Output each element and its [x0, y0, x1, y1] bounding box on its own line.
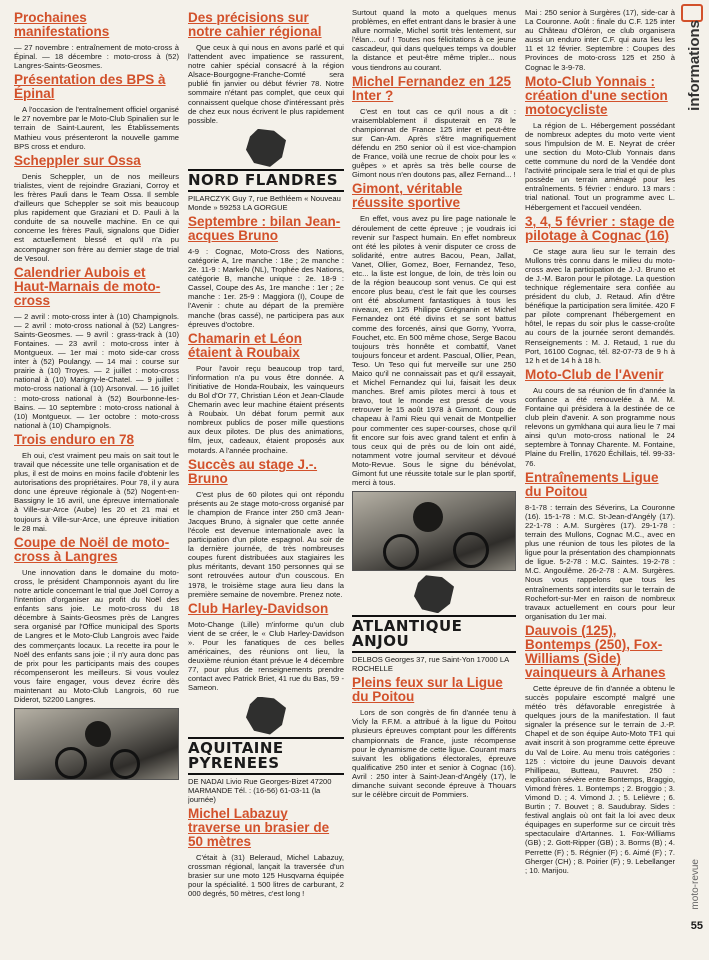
region-map-icon	[414, 575, 454, 613]
headline: Chamarin et Léon étaient à Roubaix	[188, 330, 303, 360]
article-body: Pour l'avoir reçu beaucoup trop tard, l'information n'a pu vous être donnée. A l'initiative de Honda-Roubaix, les vainqueurs du Bol d'Or 77, Christian Léon et Jean-Claude Chemarin avec leur machine étaient présents à Roubaix. Un débat forum permit aux nombreux publics de poser mille questions aux deux pilotes. De plus des animations, film, jeux, cadeaux, étaient proposés aux motards. A l'année prochaine.	[188, 363, 344, 455]
article-body: Au cours de sa réunion de fin d'année la confiance a été renouvelée à M. M. Fontaine qui présidera à la destinée de ce club plein d'avenir. A son programme nous relevons un gymkhana qui aura lieu le 7 mai ainsi qu'un moto-cross national le 24 septembre à Tonnay Charente. M. Fontaine, Plaine du Frellin, 17620 Échillais, tél. 99-33-76.	[525, 385, 675, 468]
article-body: Une innovation dans le domaine du moto-cross, le président Champonnois ayant du lire notre article concernant le trial que Joël Corroy a l'intention d'organiser au profit du Noël des enfants sans joie. Le moto-cross du 18 décembre à Saints-Geosmes près de Langres sera organisé par l'Office municipal des Sports de Langres et le Moto-Club Langrois avec l'aide des commerçants locaux. La recette ira pour le Noël des enfants sans joie ; il n'y aura donc pas de prix pour les participants mais des coupes récompenseront les meilleurs. Si vous voulez vous faire engager, vous devez écrire dès maintenant au Moto-Club Langrois, 60 rue Diderot, 52200 Langres.	[14, 567, 179, 705]
article-body: Que ceux à qui nous en avons parlé et qui l'attendent avec impatience se rassurent, notre cahier spécial consacré à la région Alsace-Bourgogne-Franche-Comté sera publié fin janvier ou début février 78. Notre sommaire n'étant pas complet, que ceux qui connaissent quelque chose d'intéressant près de chez eux nous écrivent le plus rapidement possible.	[188, 43, 344, 125]
article-body: Moto-Change (Lille) m'informe qu'un club vient de se créer, le « Club Harley-Davidson ». Pour les fanatiques de ces belles américaines, des réunions ont lieu, la deuxième réunion étant prévue le 4 décembre 77, pour plus de renseignements prendre contact avec Patrick Briet, 41 rue du Bas, 59 - Sameon.	[188, 619, 344, 693]
article-body: C'était à (31) Beleraud, Michel Labazuy, crossman régional, lançait la traversée d'un brasier sur une moto 125 Husqvarna équipée pour la spécialité. 1 500 litres de carburant, 2 000 degrés, 50 mètres, c'est long !	[188, 852, 344, 898]
headline: 3, 4, 5 février : stage de pilotage à Cognac (16)	[525, 213, 675, 243]
headline: Coupe de Noël de moto-cross à Langres	[14, 534, 170, 564]
article-body: C'est en tout cas ce qu'il nous a dit : vraisemblablement il disputerait en 78 le championnat de France 125 inter et peut-être sur Can-Am. Après s'être magnifiquement défendu en 250 senior où il est vice-champion de France, voilà une recrue de choix pour les « guêpes » et après sa très belle course de Gimont nous n'en doutons pas, allez Fernand... !	[352, 106, 516, 180]
headline: Moto-Club Yonnais : création d'une section motocycliste	[525, 73, 668, 117]
headline: Pleins feux sur la Ligue du Poitou	[352, 675, 503, 705]
headline: Michel Fernandez en 125 Inter ?	[352, 73, 512, 103]
article-body: En effet, vous avez pu lire page nationale le déroulement de cette épreuve ; je voudrais ici revenir sur l'aspect humain. En effet nombreux ont été les pilotes à venir disputer ce cross de solidarité, entre autres Bacou, Pean, Jallat, Vanet, Ollier, Gomez, Boer, Fernandez, Teso, etc... la liste est longue, de loin, de très loin ou de la région beaucoup sont venus. Ce qui est encore plus beau, c'est le fait que les courses ont été absolument fantastiques à tous les niveaux, en 125 Philippe Grégnanin et Michel Fernandez ont été divins et se sont battus comme des forcenés, ainsi que Gorny, Yvorra, Fouchet, etc. En 500 même chose, Serge Bacou toujours très honnête et combattif, Vanet toujours fonceur et ardent. Pascual, Ollier, Pean, Teso. Un Teso qui fut merveille sur une 250 Maico qu'il ne connaissait pas et qu'il essayait, et Michel Fernandez qui lui, faisait les deux manches. Bref amis pilotes merci à tous et bravo, tout le monde est pressé de vous retrouver le 15 août 1978 à Gimont. Coup de chapeau à l'ami Rieu qui venait de Montpellier pour commenter ces super-courses, chose qu'il fit encore sur fois avec grand talent et enfin à tous ceux qui de près ou de loin ont aidé, notamment votre journal serviteur et dévoué Moto-Revue. Sous le signe du bénévolat, Gimont fut une réussite totale sur le plan sportif, merci à tous.	[352, 214, 516, 488]
column-3	[352, 8, 516, 802]
headline: Calendrier Aubois et Haut-Marnais de moto-cross	[14, 264, 161, 308]
article-body: Ce stage aura lieu sur le terrain des Mullons très connu dans le milieu du moto-cross avec la participation de J.-J. Bruno et de J.-M. Baron pour le pilotage. La question technique réglementaire sera confiée au président du club, J. Retaud. Afin d'être bénéfique la participation sera limitée. 420 F par pilote comprenant l'hébergement en hôtel, le repas du soir plus le casse-croûte au cours de la journée seront demandés. Renseignements : M. J. Retaud, 1 rue du Port, 16100 Cognac, tél. 82-07-73 de 9 h à 12 h et de 14 h à 18 h.	[525, 246, 675, 365]
column-4	[525, 8, 675, 878]
page-number: 55	[690, 920, 703, 932]
correspondent-address: PILARCZYK Guy 7, rue Bethléem « Nouveau Monde » 59253 LA GORGUE	[188, 193, 341, 212]
headline: Prochaines manifestations	[14, 10, 110, 39]
headline: Entraînements Ligue du Poitou	[525, 469, 659, 499]
column-1	[14, 8, 179, 784]
article-body: C'est plus de 60 pilotes qui ont répondu présents au 2e stage moto-cross organisé par le champion de France inter 250 cm3 Jean-Jacques Bruno, à signaler que cette année l'école est devenue internationale avec la participation d'un pilote espagnol. Au soir de la dernière journée, de très nombreuses coupes furent distribuées aux stagiaires les plus méritants, devant 150 personnes qui se sont retrouvées autour d'un couscous. En 1978, le troisième stage aura lieu dans la première semaine de novembre. Prenez note.	[188, 489, 344, 599]
article-body: Mai : 250 senior à Surgères (17), side-car à La Couronne. Août : finale du C.F. 125 inter au Château d'Oléron, ce club organisera aussi un enduro inter C.F. qui aura lieu les 11 et 12 février. Septembre : Coupes des Provinces de moto-cross 125 et 250 à Cognac le 3-9-78.	[525, 8, 675, 72]
rider-photo	[14, 708, 179, 780]
region-block-atlantique	[352, 575, 516, 673]
motocross-photo	[352, 491, 516, 571]
article-body: 8-1-78 : terrain des Séverins, La Couronne (16). 15-1-78 : M.C. St-Jean-d'Angély (17). 22-1-78 : A.M. Surgères (17). 29-1-78 : terrain des Mullons, Cognac M.C., avec en plus une réunion de tous les pilotes de la ligue pour la présentation des championnats de ligue. 5-2-78 : M.C. Saintes. 19-2-78 : M.C. Angoulême. 26-2-78 : A.M. Surgères. Nous vous rappelons que tous les entraînements sont interdits sur le terrain de Rochefort-sur-Mer en raison de nombreux travaux actuellement en cours pour leur organisation du 1er mai.	[525, 502, 675, 621]
region-map-icon	[246, 129, 286, 167]
headline: Trois enduro en 78	[14, 431, 135, 447]
headline: Gimont, véritable réussite sportive	[352, 181, 463, 211]
headline: Dauvois (125), Bontemps (250), Fox-Williams (Side) vainqueurs à Arhanes	[525, 622, 666, 680]
article-body: A l'occasion de l'entraînement officiel organisé le 27 novembre par le Moto-Club Spinalien sur le terrain de Saint-Laurent, les Établissements Mathieu vous présenteront la nouvelle gamme BPS cross et enduro.	[14, 105, 179, 151]
headline: Moto-Club de l'Avenir	[525, 366, 664, 382]
headline: Michel Labazuy traverse un brasier de 50 mètres	[188, 805, 330, 849]
article-body: — 27 novembre : entraînement de moto-cross à Épinal. — 18 décembre : moto-cross à (52) Langres-Saints-Geosmes.	[14, 43, 179, 71]
article-body: Lors de son congrès de fin d'année tenu à Vicly la F.F.M. a attribué à la ligue du Poitou plusieurs épreuves comptant pour les différents championnats de France, juste récompense pour le dynamisme de cette ligue. Courant mars suivant les obligations électorales, épreuve qualificative 250 inter et senior à Cognac (16). Avril : 250 inter à Saint-Jean-d'Angély (17), le dimanche suivant seconde épreuve à Thouars sur le célèbre circuit de Pommiers.	[352, 708, 516, 800]
region-map-icon	[246, 697, 286, 735]
section-sidebar	[681, 0, 709, 960]
article-body: Eh oui, c'est vraiment peu mais on sait tout le travail que nécessite une telle organisation et de plus, il est de moins en moins facile d'obtenir les autorisations des propriétaires. Pour 78, il y aura donc une épreuve régionale à (52) Nogent-en-Bassigny le 16 avril, une épreuve internationale à Ville-sur-Arce (Aube) les 20 et 21 mai et toujours à Ville-sur-Arce, une épreuve initiation le 28 mai.	[14, 450, 179, 533]
region-block-aquitaine	[188, 697, 344, 804]
headline: Présentation des BPS à Épinal	[14, 72, 166, 102]
magazine-name: moto-revue	[690, 859, 701, 910]
region-block-nord-flandres	[188, 129, 344, 212]
headline: Des précisions sur notre cahier régional	[188, 10, 322, 39]
headline: Succès au stage J.-. Bruno	[188, 456, 318, 486]
region-name: NORD FLANDRES	[188, 169, 344, 192]
article-body: — 2 avril : moto-cross inter à (10) Champignols. — 2 avril : moto-cross national à (52) Langres-Saints-Geosmes. — 9 avril : grass-track à (10) Fontaines. — 23 avril : moto-cross inter à Montgueux. — 1er mai : moto side-car cross inter à (52) Poulangy. — 14 mai : course sur prairie à (10) Troyes. — 2 juillet : moto-cross national à (10) Marigny-le-Chatel. — 9 juillet : moto-cross national à (10) Arsonval. — 16 juillet : moto-cross national à (52) Bourbonne-les-Bains. — 10 septembre : moto-cross national à (10) Montgueux. — 1er octobre : moto-cross national à (10) Champignols.	[14, 311, 179, 430]
headline: Septembre : bilan Jean-acques Bruno	[188, 213, 341, 243]
section-label: informations	[686, 20, 703, 111]
correspondent-address: DELBOS Georges 37, rue Saint-Yon 17000 LA ROCHELLE	[352, 655, 509, 674]
region-name: AQUITAINE PYRENEES	[188, 737, 344, 775]
article-body: Cette épreuve de fin d'année a obtenu le succès populaire escompté malgré une météo très défavorable enregistrée à quelques jours de la manifestation. Il faut signaler la présence sur le terrain de J.-P. Chapel et de son équipe Auto-Moto TF1 qui avait inscrit à son programme cette épreuve du Val de Loire. Au menu trois catégories : 125 : victoire du jeune Dauvois devant Phillipeau, Butteau, Pauvret. 250 : explication sévère entre Bontemps, Braggio, Vimond frères. 1. Bontemps ; 2. Broggio ; 3. Vimond D. ; 4. Vimond J. ; 5. Lelièvre ; 6. Burtin ; 7. Bouvet ; 8. Saudubray. Sides : festival anglais où ont fait la loi avec deux équipages en superforme sur ce circuit très spectaculaire d'Artannes. 1. Fox-Williams (GB) ; 2. Gott-Ripper (GB) ; 3. Borms (B) ; 4. Perrette (F) ; 5. Régnier (F) ; 6. Aimé (F) ; 7. Gherger (CH) ; 8. Poirier (F) ; 9. Lebellanger ; 10. Marijou.	[525, 683, 675, 875]
column-2	[188, 8, 344, 901]
article-body: La région de L. Hébergement possédant de nombreux adeptes du moto verte vient sous l'impulsion de M. E. Neyrat de créer une section du Moto-Club Yonnais dans cette commune du nord de la Vendée dont l'activité principale sera le trial et qui de plus possède un terrain aménagé pour les entraînements. 5 février : enduro. 13 mars : trial national. Tout un programme avec L. Hébergement et l'accueil vendéen.	[525, 120, 675, 212]
headline: Club Harley-Davidson	[188, 600, 329, 616]
article-body: Surtout quand la moto a quelques menus problèmes, en effet entrant dans le brasier à une allure normale, Michel sortit très lentement, sur l'élan... ouf ! Toutes nos félicitations à ce jeune cascadeur, qui dans quelques temps va doubler la distance et peut-être même tripler... nous vous tiendrons au courant.	[352, 8, 516, 72]
article-body: Denis Scheppler, un de nos meilleurs trialistes, vient de rejoindre Graziani, Corroy et les frères Pauli dans le Team Ossa. Il semble d'ailleurs que Scheppler se soit mis beaucoup plus rapidement que Graziani et D. Pauli à la conduite de sa nouvelle machine. En ce qui concerne les frères Pauli, signalons que Didier est actuellement blessé et qu'il n'a pu accompagner son frère au dernier stage de trial de Vesoul.	[14, 171, 179, 263]
correspondent-address: DE NADAI Livio Rue Georges-Bizet 47200 MARMANDE Tél. : (16-56) 61-03-11 (la journée)	[188, 776, 332, 804]
article-body: 4-9 : Cognac, Moto-Cross des Nations, catégorie A, 1re manche : 18e ; 2e manche : 2e. 11-9 : Markelo (NL), Trophée des Nations, catégorie B, manche unique : 2e. 18-9 : Cassel, Coupe des As, 1re manche : 1er ; 2e manche : 1er. 25-9 : Maggiora (I), Coupe de l'Avenir : chute au départ de la première manche (bras cassé), ne participera pas aux épreuves d'octobre.	[188, 246, 344, 329]
headline: Scheppler sur Ossa	[14, 152, 141, 168]
region-name: ATLANTIQUE ANJOU	[352, 615, 516, 653]
